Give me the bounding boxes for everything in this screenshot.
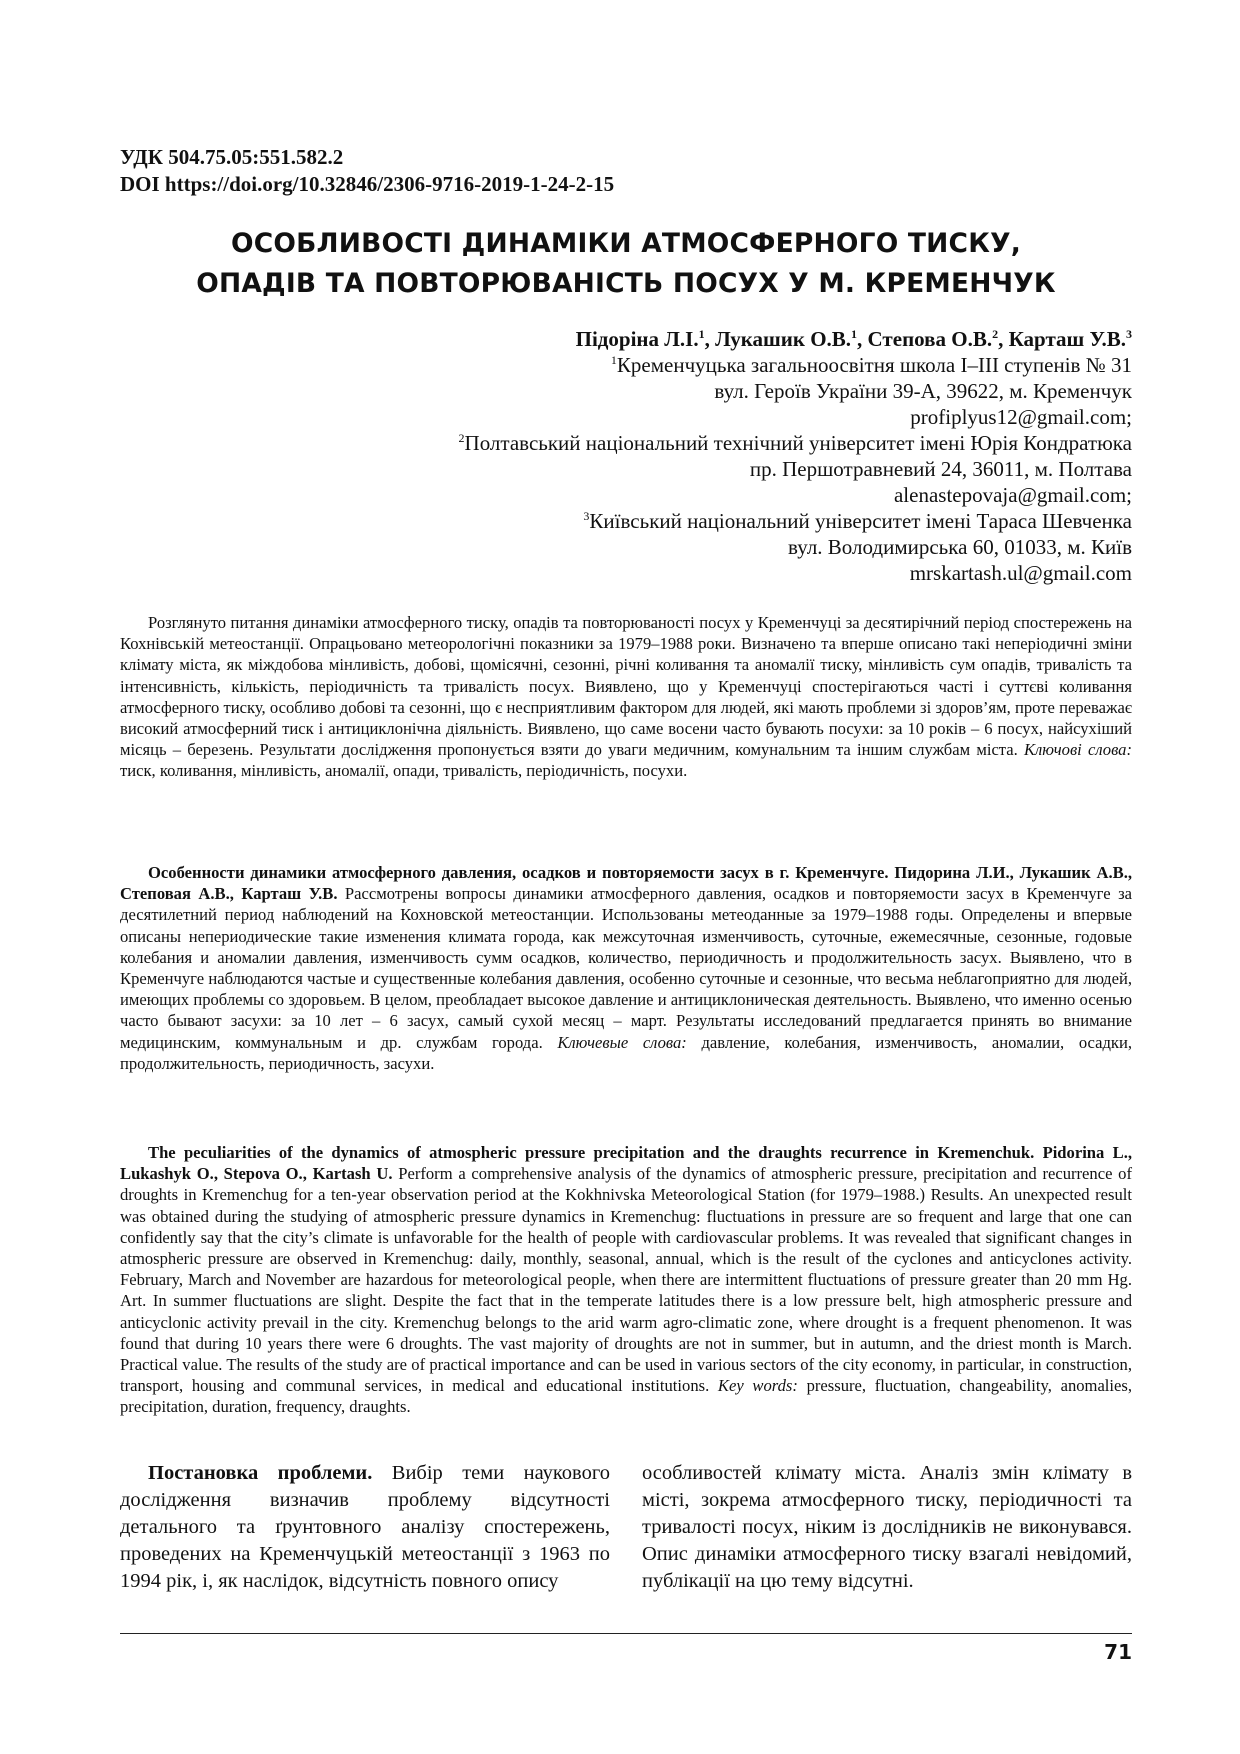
udk-code: УДК 504.75.05:551.582.2 — [120, 145, 344, 169]
page-number: 71 — [1104, 1640, 1132, 1664]
affiliation-2-email[interactable]: alenastepovaja@gmail.com; — [893, 483, 1132, 507]
article-title — [120, 224, 1132, 304]
title-line-1: ОСОБЛИВОСТІ ДИНАМІКИ АТМОСФЕРНОГО ТИСКУ, — [231, 228, 1021, 259]
abstract-english — [120, 1142, 1132, 1418]
author-3-sup: 2 — [992, 327, 999, 341]
abstract-ukrainian — [120, 612, 1132, 782]
affiliation-3-org: $^3$Київський національний університет імені Тараса Шевченка — [583, 509, 1132, 533]
author-list — [232, 326, 1132, 352]
affiliation-3-address: вул. Володимирська 60, 01033, м. Київ — [788, 535, 1132, 559]
body-left-text: Вибір теми наукового дослідження визначив проблему відсутності детального та ґрунтовного аналізу спостережень, проведених на Кременчуцькій метеостанції з 1963 по 1994 рік, і, як наслідок, відсутність повного опису — [120, 1462, 610, 1592]
abstract-en-lead: The peculiarities of the dynamics of atmospheric pressure precipitation and the draughts recurrence in Kremenchuk. Pidorina L., Lukashyk O., Stepova O., Kartash U. — [120, 1143, 1132, 1184]
abstract-uk-body: Розглянуто питання динаміки атмосферного тиску, опадів та повторюваності посух у Кременчуці за десятирічний період спостережень на Кохнівській метеостанції. Опрацьовано метеорологічні показники за 1979–1988 роки. Визначено та вперше описано такі неперіодичні зміни клімату міста, як міждобова мінливість, добові, щомісячні, сезонні, річні коливання та аномалії тиску, мінливість сум опадів, тривалість та інтенсивність, кількість, періодичність та тривалість посух. Виявлено, що у Кременчуці спостерігаються часті і суттєві коливання атмосферного тиску, особливо добові та сезонні, що є несприятливим фактором для людей, які мають проблеми зі здоров’ям, проте переважає високий атмосферний тиск і антициклонічна діяльність. Виявлено, що саме восени часто бувають посухи: за 10 років – 6 посух, найсухіший місяць – березень. Результати дослідження пропонується взяти до уваги медичним, комунальним та іншим службам міста. — [120, 613, 1132, 760]
footer-rule — [120, 1633, 1132, 1634]
author-3: , Степова О.В. — [857, 327, 993, 351]
affiliation-1-address: вул. Героїв України 39-А, 39622, м. Кременчук — [714, 379, 1132, 403]
body-columns — [120, 1460, 1132, 1595]
affiliation-1-email[interactable]: profiplyus12@gmail.com; — [910, 405, 1132, 429]
author-4: , Карташ У.В. — [998, 327, 1126, 351]
affiliation-1-sup: 1 — [610, 353, 617, 367]
abstract-en-keywords: pressure, fluctuation, changeability, anomalies, precipitation, duration, frequency, draughts. — [120, 1376, 1132, 1417]
doi-link[interactable]: DOI https://doi.org/10.32846/2306-9716-2019-1-24-2-15 — [120, 172, 615, 196]
abstract-uk-keywords-label: Ключові слова: — [1024, 740, 1132, 760]
body-right-text: особливостей клімату міста. Аналіз змін клімату в місті, зокрема атмосферного тиску, періодичності та тривалості посух, ніким із дослідників не виконувався. Опис динаміки атмосферного тиску взагалі невідомий, публікації на цю тему відсутні. — [642, 1462, 1132, 1592]
author-2-sup: 1 — [851, 327, 858, 341]
abstract-en-keywords-label: Key words: — [717, 1376, 798, 1396]
affiliation-3-sup: 3 — [583, 509, 590, 523]
abstract-russian — [120, 862, 1132, 1074]
abstract-ru-body: Рассмотрены вопросы динамики атмосферного давления, осадков и повторяемости засух в Кременчуге за десятилетний период наблюдений на Кохновской метеостанции. Использованы метеоданные за 1979–1988 годы. Определены и впервые описаны непериодические такие изменения климата города, как межсуточная изменчивость, суточные, ежемесячные, сезонные, годовые колебания и аномалии давления, изменчивость сумм осадков, количество, периодичность и продолжительность засух. Выявлено, что в Кременчуге наблюдаются частые и существенные колебания давления, особенно суточные и сезонные, что весьма неблагоприятно для людей, имеющих проблемы со здоровьем. В целом, преобладает высокое давление и антициклоническая деятельность. Выявлено, что именно осенью часто бывают засухи: за 10 лет – 6 засух, самый сухой месяц – март. Результаты исследований предлагается принять во внимание медицинским, коммунальным и др. службам города. — [120, 884, 1132, 1052]
affiliation-1-org: $^1$Кременчуцька загальноосвітня школа І–ІІІ ступенів № 31 — [610, 353, 1132, 377]
abstract-en-body: Perform a comprehensive analysis of the dynamics of atmospheric pressure, precipitation and recurrence of droughts in Kremenchug for a ten-year observation period at the Kokhnivska Meteorological Station (for 1979–1988.) Results. An unexpected result was obtained during the studying of atmospheric pressure dynamics in Kremenchug: fluctuations in pressure are so frequent and large that one can confidently say that the city’s climate is unfavorable for the health of people with cardiovascular problems. It was revealed that significant changes in atmospheric pressure are observed in Kremenchug: daily, monthly, seasonal, annual, which is the result of the cyclones and anticyclones activity. February, March and November are hazardous for meteorological people, when there are intermittent fluctuations of pressure greater than 20 mm Hg. Art. In summer fluctuations are slight. Despite the fact that in the temperate latitudes there is a low pressure belt, high atmospheric pressure and anticyclonic activity prevail in the city. Kremenchug belongs to the arid warm agro-climatic zone, where drought is a frequent phenomenon. It was found that during 10 years there were 6 droughts. The vast majority of droughts are not in summer, but in autumn, and the driest month is March. Practical value. The results of the study are of practical importance and can be used in various sectors of the city economy, in particular, in construction, transport, housing and communal services, in medical and educational institutions. — [120, 1164, 1132, 1396]
author-1: Підоріна Л.І. — [575, 327, 699, 351]
article-identifiers — [120, 144, 614, 198]
authors-block — [232, 326, 1132, 586]
abstract-ru-lead: Особенности динамики атмосферного давления, осадков и повторяемости засух в г. Кременчуге. Пидорина Л.И., Лукашик А.В., Степовая А.В., Карташ У.В. — [120, 863, 1132, 904]
author-1-sup: 1 — [698, 327, 705, 341]
body-column-left — [120, 1460, 610, 1595]
affiliation-3-email[interactable]: mrskartash.ul@gmail.com — [909, 561, 1132, 585]
affiliation-2-org: $^2$Полтавський національний технічний університет імені Юрія Кондратюка — [458, 431, 1132, 455]
affiliation-2-sup: 2 — [458, 431, 465, 445]
abstract-ru-keywords: давление, колебания, изменчивость, аномалии, осадки, продолжительность, периодичность, засухи. — [120, 1032, 1133, 1073]
journal-page — [120, 0, 1132, 1754]
body-column-right — [642, 1460, 1132, 1595]
affiliation-2-address: пр. Першотравневий 24, 36011, м. Полтава — [749, 457, 1132, 481]
title-line-2: ОПАДІВ ТА ПОВТОРЮВАНІСТЬ ПОСУХ У М. КРЕМЕНЧУК — [196, 268, 1056, 299]
author-2: , Лукашик О.В. — [704, 327, 852, 351]
section-heading: Постановка проблеми. — [148, 1462, 373, 1484]
author-4-sup: 3 — [1126, 327, 1132, 341]
abstract-ru-keywords-label: Ключевые слова: — [557, 1032, 687, 1052]
abstract-uk-keywords: тиск, коливання, мінливість, аномалії, опади, тривалість, періодичність, посухи. — [120, 761, 688, 781]
